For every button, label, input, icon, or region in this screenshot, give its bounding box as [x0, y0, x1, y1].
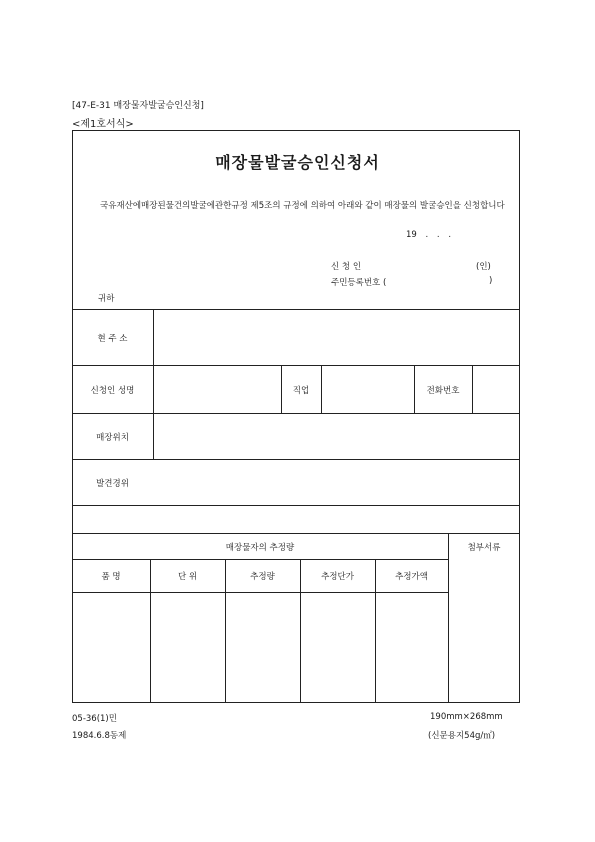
- form-code: [47-E-31 매장물자발굴승인신청]: [72, 101, 204, 111]
- address-label: 현 주 소: [97, 334, 128, 344]
- column-estimated-unit-price: 추정단가: [321, 572, 354, 582]
- seal-mark: (인): [476, 262, 491, 272]
- column-unit: 단 위: [177, 572, 198, 582]
- rule-name-top: [72, 365, 520, 366]
- rule-label-column: [153, 309, 154, 459]
- footer-form-code: 05-36(1)민: [72, 714, 117, 724]
- rule-attachments: [448, 533, 449, 703]
- rule-blank-top: [72, 505, 520, 506]
- date-line: 19 . . .: [406, 230, 452, 240]
- form-frame: [72, 130, 520, 703]
- document-title: 매장물발굴승인신청서: [215, 153, 380, 172]
- rule-address-top: [72, 309, 520, 310]
- attachments-header: 첨부서류: [467, 543, 501, 553]
- applicant-label: 신 청 인: [331, 262, 362, 272]
- rule-occupation-right: [321, 365, 322, 413]
- column-estimated-quantity: 추정량: [250, 572, 275, 582]
- resident-number-label: 주민등록번호 (: [331, 278, 387, 288]
- footer-approval-date: 1984.6.8동제: [72, 731, 127, 741]
- occupation-label: 직업: [292, 386, 310, 396]
- rule-discovery-top: [72, 459, 520, 460]
- column-estimated-value: 추정가액: [395, 572, 428, 582]
- rule-location-top: [72, 413, 520, 414]
- rule-phone-right: [472, 365, 473, 413]
- rule-columns-bottom: [72, 592, 448, 593]
- discovery-label: 발견경위: [96, 479, 129, 489]
- column-item-name: 품 명: [101, 572, 121, 582]
- resident-number-close: ): [489, 276, 493, 286]
- applicant-name-label: 신청인 성명: [90, 386, 135, 396]
- application-statement: 국유재산에매장된물건의발굴에관한규정 제5조의 규정에 의하여 아래와 같이 매장물의 발굴승인을 신청합니다: [100, 201, 505, 211]
- form-number: <제1호서식>: [72, 119, 134, 130]
- estimate-header: 매장물자의 추정량: [225, 543, 295, 553]
- rule-estimate-top: [72, 533, 520, 534]
- footer-paper-type: (신문용지54g/㎡): [428, 731, 496, 741]
- footer-paper-size: 190mm×268mm: [430, 712, 503, 722]
- addressee: 귀하: [98, 294, 115, 304]
- rule-columns-top: [72, 559, 448, 560]
- phone-label: 전화번호: [426, 386, 460, 396]
- location-label: 매장위치: [96, 433, 129, 443]
